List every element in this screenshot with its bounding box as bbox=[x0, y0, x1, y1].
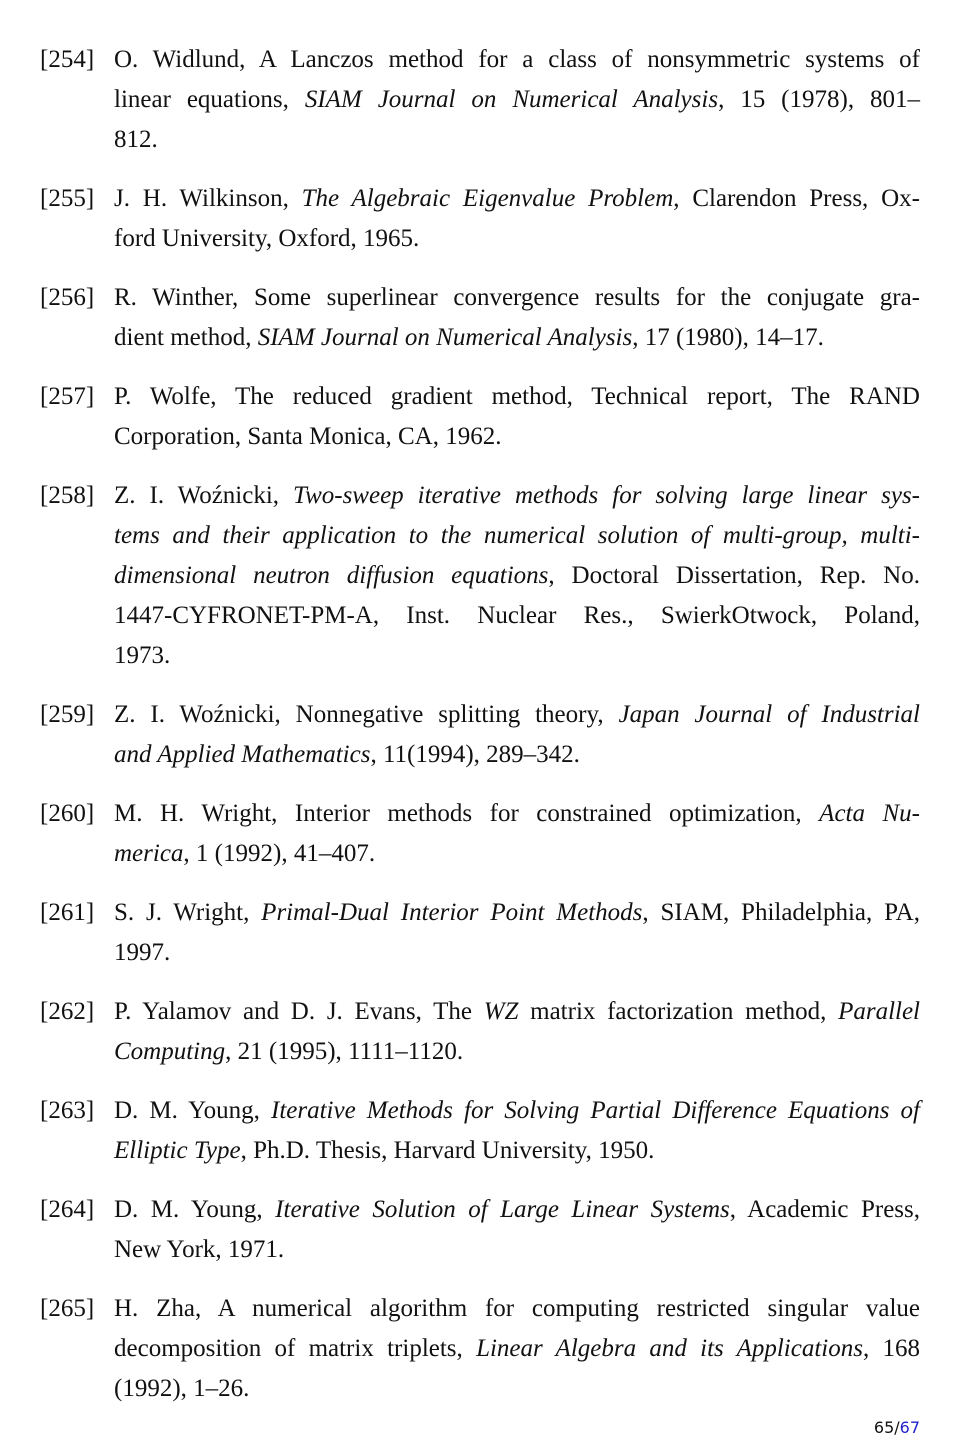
reference-line bbox=[114, 992, 920, 1032]
reference-text bbox=[114, 40, 920, 160]
reference-line bbox=[114, 834, 920, 874]
reference-line bbox=[114, 556, 920, 596]
reference-entry bbox=[40, 1289, 920, 1409]
text-segment: , SIAM, Philadelphia, PA, bbox=[642, 899, 920, 926]
italic-title: Computing bbox=[114, 1038, 226, 1065]
reference-line bbox=[114, 893, 920, 933]
reference-line bbox=[114, 476, 920, 516]
reference-entry bbox=[40, 40, 920, 160]
text-segment: , 1 (1992), 41–407. bbox=[183, 840, 376, 867]
reference-number: [256] bbox=[40, 284, 95, 311]
text-segment: 812. bbox=[114, 126, 158, 153]
reference-number: [260] bbox=[40, 800, 95, 827]
reference-entry bbox=[40, 992, 920, 1072]
reference-text bbox=[114, 179, 920, 259]
italic-title: SIAM Journal on Numerical Analysis bbox=[257, 324, 633, 351]
text-segment: (1992), 1–26. bbox=[114, 1375, 250, 1402]
text-segment: matrix factorization method, bbox=[518, 998, 839, 1025]
reference-line bbox=[114, 1032, 920, 1072]
text-segment: linear equations, bbox=[114, 86, 305, 113]
reference-entry bbox=[40, 794, 920, 874]
text-segment: New York, 1971. bbox=[114, 1236, 285, 1263]
reference-entry bbox=[40, 1190, 920, 1270]
text-segment: P. Wolfe, The reduced gradient method, Technical report, The RAND bbox=[114, 383, 920, 410]
reference-entry bbox=[40, 278, 920, 358]
reference-line bbox=[114, 80, 920, 120]
reference-number: [265] bbox=[40, 1295, 95, 1322]
text-segment: 1447-CYFRONET-PM-A, Inst. Nuclear Res., SwierkOtwock, Poland, bbox=[114, 602, 920, 629]
reference-line bbox=[114, 40, 920, 80]
reference-text bbox=[114, 893, 920, 973]
reference-number: [257] bbox=[40, 383, 95, 410]
text-segment: O. Widlund, A Lanczos method for a class of nonsymmetric systems of bbox=[114, 46, 920, 73]
text-segment: , 21 (1995), 1111–1120. bbox=[225, 1038, 464, 1065]
text-segment: M. H. Wright, Interior methods for constrained optimization, bbox=[114, 800, 820, 827]
current-page: 65 bbox=[873, 1418, 895, 1437]
page-indicator bbox=[874, 1418, 920, 1437]
text-segment: P. Yalamov and D. J. Evans, The bbox=[114, 998, 484, 1025]
text-segment: , Academic Press, bbox=[729, 1196, 920, 1223]
reference-number: [259] bbox=[40, 701, 95, 728]
italic-title: merica bbox=[114, 840, 184, 867]
text-segment: dient method, bbox=[114, 324, 258, 351]
text-segment: , 15 (1978), 801– bbox=[718, 86, 920, 113]
reference-line bbox=[114, 1289, 920, 1329]
reference-entry bbox=[40, 893, 920, 973]
reference-number: [264] bbox=[40, 1196, 95, 1223]
reference-text bbox=[114, 992, 920, 1072]
italic-title: Iterative Methods for Solving Partial Difference Equations of bbox=[271, 1097, 920, 1124]
text-segment: , 17 (1980), 14–17. bbox=[632, 324, 824, 351]
text-segment: D. M. Young, bbox=[114, 1097, 271, 1124]
reference-line bbox=[114, 636, 920, 676]
text-segment: H. Zha, A numerical algorithm for computing restricted singular value bbox=[114, 1295, 920, 1322]
text-segment: D. M. Young, bbox=[114, 1196, 276, 1223]
page-separator: / bbox=[894, 1418, 900, 1437]
reference-text bbox=[114, 476, 920, 676]
italic-title: Two-sweep iterative methods for solving large linear sys- bbox=[293, 482, 921, 509]
reference-text bbox=[114, 377, 920, 457]
reference-line bbox=[114, 1131, 920, 1171]
reference-text bbox=[114, 278, 920, 358]
reference-line bbox=[114, 179, 920, 219]
reference-line bbox=[114, 596, 920, 636]
reference-line bbox=[114, 1369, 920, 1409]
italic-title: Parallel bbox=[838, 998, 920, 1025]
text-segment: 1973. bbox=[114, 642, 171, 669]
reference-text bbox=[114, 1289, 920, 1409]
reference-number: [261] bbox=[40, 899, 95, 926]
reference-line bbox=[114, 695, 920, 735]
reference-entry bbox=[40, 377, 920, 457]
reference-line bbox=[114, 219, 920, 259]
italic-title: tems and their application to the numerical solution of multi-group, multi- bbox=[114, 522, 920, 549]
reference-line bbox=[114, 735, 920, 775]
reference-line bbox=[114, 1190, 920, 1230]
reference-entry bbox=[40, 179, 920, 259]
reference-list bbox=[40, 40, 920, 1428]
reference-text bbox=[114, 1091, 920, 1171]
reference-line bbox=[114, 1091, 920, 1131]
italic-title: SIAM Journal on Numerical Analysis bbox=[304, 86, 719, 113]
reference-line bbox=[114, 933, 920, 973]
reference-line bbox=[114, 318, 920, 358]
italic-title: WZ bbox=[483, 998, 519, 1025]
italic-title: and Applied Mathematics bbox=[114, 741, 371, 768]
reference-line bbox=[114, 417, 920, 457]
reference-line bbox=[114, 377, 920, 417]
italic-title: Iterative Solution of Large Linear Systems bbox=[275, 1196, 730, 1223]
total-pages-link[interactable]: 67 bbox=[899, 1418, 920, 1437]
text-segment: , Ph.D. Thesis, Harvard University, 1950. bbox=[240, 1137, 655, 1164]
italic-title: Elliptic Type bbox=[114, 1137, 241, 1164]
reference-line bbox=[114, 120, 920, 160]
text-segment: , 11(1994), 289–342. bbox=[370, 741, 580, 768]
reference-number: [262] bbox=[40, 998, 95, 1025]
reference-entry bbox=[40, 695, 920, 775]
italic-title: Primal-Dual Interior Point Methods bbox=[261, 899, 643, 926]
text-segment: 1997. bbox=[114, 939, 171, 966]
reference-line bbox=[114, 516, 920, 556]
reference-number: [258] bbox=[40, 482, 95, 509]
text-segment: Z. I. Woźnicki, Nonnegative splitting theory, bbox=[114, 701, 619, 728]
text-segment: decomposition of matrix triplets, bbox=[114, 1335, 477, 1362]
reference-text bbox=[114, 794, 920, 874]
italic-title: Japan Journal of Industrial bbox=[618, 701, 921, 728]
reference-number: [254] bbox=[40, 46, 95, 73]
reference-line bbox=[114, 1230, 920, 1270]
reference-entry bbox=[40, 476, 920, 676]
text-segment: , Clarendon Press, Ox- bbox=[673, 185, 920, 212]
text-segment: J. H. Wilkinson, bbox=[114, 185, 302, 212]
text-segment: ford University, Oxford, 1965. bbox=[114, 225, 420, 252]
text-segment: Corporation, Santa Monica, CA, 1962. bbox=[114, 423, 502, 450]
italic-title: dimensional neutron diffusion equations bbox=[114, 562, 549, 589]
italic-title: Linear Algebra and its Applications bbox=[476, 1335, 863, 1362]
text-segment: , Doctoral Dissertation, Rep. No. bbox=[548, 562, 920, 589]
reference-number: [263] bbox=[40, 1097, 95, 1124]
text-segment: , 168 bbox=[862, 1335, 920, 1362]
reference-text bbox=[114, 1190, 920, 1270]
reference-number: [255] bbox=[40, 185, 95, 212]
reference-entry bbox=[40, 1091, 920, 1171]
reference-line bbox=[114, 278, 920, 318]
text-segment: S. J. Wright, bbox=[114, 899, 262, 926]
text-segment: Z. I. Woźnicki, bbox=[114, 482, 294, 509]
reference-line bbox=[114, 794, 920, 834]
italic-title: The Algebraic Eigenvalue Problem bbox=[301, 185, 674, 212]
text-segment: R. Winther, Some superlinear convergence results for the conjugate gra- bbox=[114, 284, 920, 311]
italic-title: Acta Nu- bbox=[819, 800, 920, 827]
reference-line bbox=[114, 1329, 920, 1369]
reference-text bbox=[114, 695, 920, 775]
